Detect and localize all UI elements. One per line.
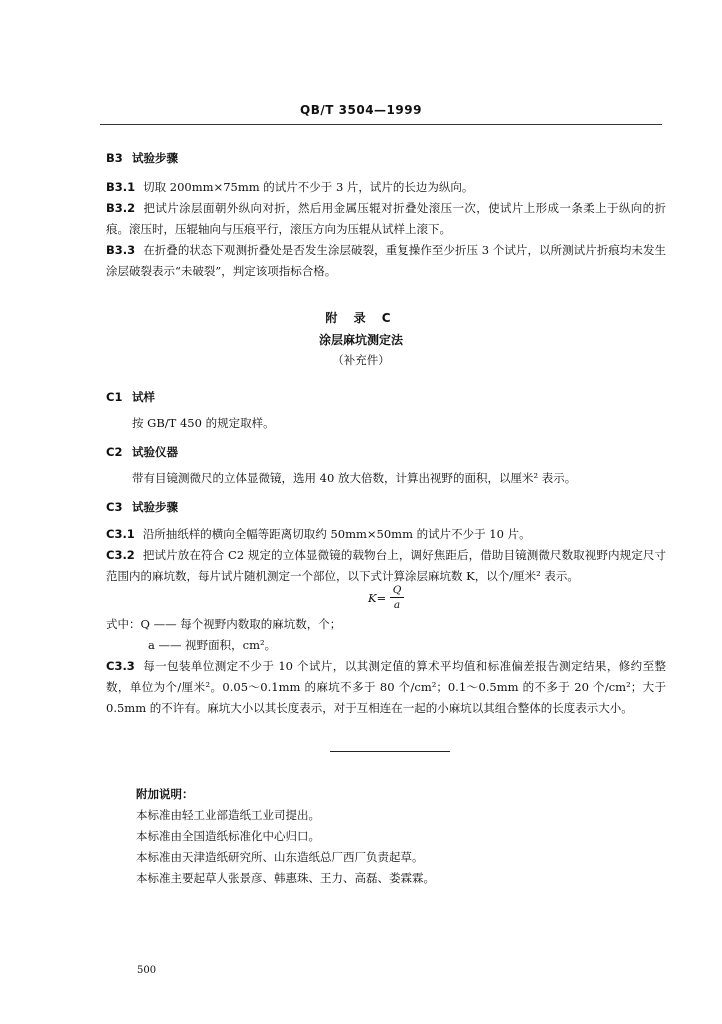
- notes-line: 本标准由天津造纸研究所、山东造纸总厂西厂负责起草。: [136, 850, 424, 864]
- formula-where-a: a —— 视野面积，cm²。: [148, 638, 277, 652]
- clause-text: 把试片涂层面朝外纵向对折，然后用金属压辊对折叠处滚压一次，使试片上形成一条柔上于纵向的折痕。滚压时，压辊轴向与压痕平行，滚压方向为压辊从试样上滚下。: [106, 201, 666, 236]
- paragraph-b3-2: [106, 198, 666, 240]
- appendix-subtitle: （补充件）: [332, 353, 390, 367]
- section-c2-heading: [106, 444, 178, 460]
- clause-text: 每一包装单位测定不少于 10 个试片，以其测定值的算术平均值和标准偏差报告测定结果，修约至整数，单位为个/厘米²。0.05～0.1mm 的麻坑不多于 80 个/cm²；0.1～0.5mm 的不多于 20 个/cm²；大于 0.5mm 的不许有。麻坑大小以其长度表示，对于互相连在一起的小麻坑以其组合整体的长度表示大小。: [106, 659, 666, 715]
- document-code-header: QB/T 3504—1999: [300, 103, 422, 117]
- clause-number: B3.2: [106, 201, 136, 215]
- section-b3-heading: [106, 150, 178, 166]
- section-number: C1: [106, 390, 123, 404]
- paragraph-b3-1: [106, 177, 666, 198]
- clause-number: C3.2: [106, 548, 135, 562]
- section-number: B3: [106, 151, 123, 165]
- clause-text: 在折叠的状态下观测折叠处是否发生涂层破裂，重复操作至少折压 3 个试片，以所测试片折痕均未发生涂层破裂表示“未破裂”，判定该项指标合格。: [106, 243, 666, 278]
- formula-where-q: 式中：Q —— 每个视野内数取的麻坑数，个；: [106, 617, 342, 631]
- section-title: 试验步骤: [132, 151, 178, 165]
- formula-denominator: a: [393, 599, 401, 611]
- clause-text: 把试片放在符合 C2 规定的立体显微镜的载物台上，调好焦距后，借助目镜测微尺数取视野内规定尺寸范围内的麻坑数，每片试片随机测定一个部位，以下式计算涂层麻坑数 K，以个/厘米² 表示。: [106, 548, 666, 583]
- clause-number: B3.3: [106, 243, 136, 257]
- appendix-title: 涂层麻坑测定法: [318, 333, 403, 347]
- paragraph-b3-3: [106, 240, 666, 282]
- page-number: 500: [137, 965, 157, 976]
- section-title: 试样: [132, 390, 155, 404]
- clause-number: B3.1: [106, 180, 136, 194]
- c2-text: 带有目镜测微尺的立体显微镜，选用 40 放大倍数，计算出视野的面积，以厘米² 表示。: [132, 471, 577, 485]
- paragraph-c3-3: [106, 656, 666, 719]
- clause-number: C3.1: [106, 527, 135, 541]
- pit-count-formula: [368, 584, 448, 612]
- notes-line: 本标准由轻工业部造纸工业司提出。: [136, 808, 320, 822]
- notes-title: 附加说明：: [136, 787, 194, 801]
- section-c1-heading: [106, 389, 155, 405]
- section-divider: [330, 751, 450, 752]
- clause-text: 沿所抽纸样的横向全幅等距离切取约 50mm×50mm 的试片不少于 10 片。: [142, 527, 531, 541]
- section-title: 试验步骤: [132, 500, 178, 514]
- section-number: C3: [106, 500, 123, 514]
- additional-notes: [136, 784, 435, 889]
- formula-numerator: Q: [392, 584, 402, 596]
- section-number: C2: [106, 445, 123, 459]
- notes-line: 本标准主要起草人张景彦、韩惠珠、王力、高磊、娄霖霖。: [136, 871, 435, 885]
- c1-text: 按 GB/T 450 的规定取样。: [132, 416, 275, 430]
- formula-lhs: K=: [368, 591, 387, 605]
- formula-fraction: [390, 584, 404, 611]
- header-rule: [100, 124, 662, 125]
- clause-text: 切取 200mm×75mm 的试片不少于 3 片，试片的长边为纵向。: [143, 180, 474, 194]
- fraction-bar: [390, 597, 404, 598]
- notes-line: 本标准由全国造纸标准化中心归口。: [136, 829, 320, 843]
- paragraph-c3-2: [106, 545, 666, 587]
- clause-number: C3.3: [106, 659, 135, 673]
- paragraph-c3-1: [106, 524, 666, 545]
- appendix-label: 附 录 C: [325, 311, 397, 325]
- section-title: 试验仪器: [132, 445, 178, 459]
- section-c3-heading: [106, 499, 178, 515]
